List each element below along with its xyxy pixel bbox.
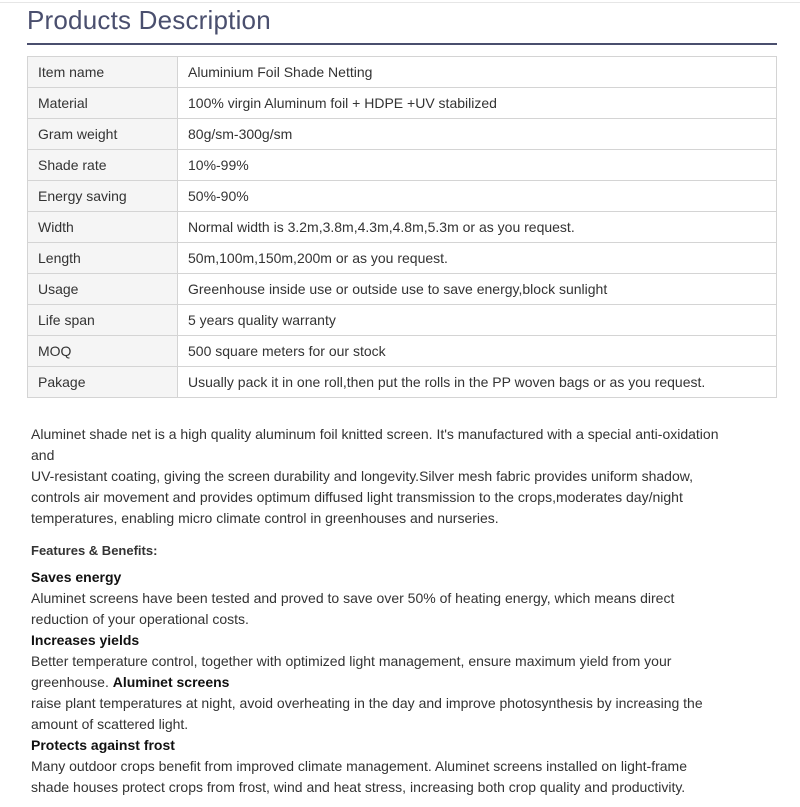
feature-text: raise plant temperatures at night, avoid overheating in the day and improve photosynthesis by increasing the xyxy=(31,695,703,711)
row-label: Length xyxy=(28,243,178,274)
table-row xyxy=(28,243,777,274)
row-label: Shade rate xyxy=(28,150,178,181)
table-row xyxy=(28,336,777,367)
features-heading: Features & Benefits: xyxy=(31,543,158,558)
page-title: Products Description xyxy=(27,5,271,35)
feature-text: Many outdoor crops benefit from improved climate management. Aluminet screens installed on light-frame xyxy=(31,758,687,774)
table-row xyxy=(28,181,777,212)
row-label: Gram weight xyxy=(28,119,178,150)
intro-paragraph xyxy=(31,424,781,529)
table-row xyxy=(28,119,777,150)
row-value: 80g/sm-300g/sm xyxy=(178,119,777,150)
row-value: Aluminium Foil Shade Netting xyxy=(178,57,777,88)
intro-line: temperatures, enabling micro climate control in greenhouses and nurseries. xyxy=(31,510,499,526)
row-value: Greenhouse inside use or outside use to save energy,block sunlight xyxy=(178,274,777,305)
row-label: Pakage xyxy=(28,367,178,398)
row-label: Material xyxy=(28,88,178,119)
feature-text: greenhouse. xyxy=(31,674,109,690)
table-row xyxy=(28,150,777,181)
intro-line: UV-resistant coating, giving the screen durability and longevity.Silver mesh fabric provides uniform shadow, xyxy=(31,468,693,484)
top-divider xyxy=(0,2,800,3)
feature-text: reduction of your operational costs. xyxy=(31,611,249,627)
spec-table xyxy=(27,56,777,398)
row-value: 50m,100m,150m,200m or as you request. xyxy=(178,243,777,274)
feature-title-protects-frost: Protects against frost xyxy=(31,737,175,753)
row-label: Life span xyxy=(28,305,178,336)
row-label: Energy saving xyxy=(28,181,178,212)
feature-text-line xyxy=(31,672,776,693)
feature-text: Aluminet screens have been tested and proved to save over 50% of heating energy, which means direct xyxy=(31,590,675,606)
feature-inline-bold: Aluminet screens xyxy=(112,674,230,690)
row-value: 500 square meters for our stock xyxy=(178,336,777,367)
table-row xyxy=(28,57,777,88)
features-section xyxy=(31,567,776,798)
intro-line: and xyxy=(31,447,55,463)
feature-text: Better temperature control, together with optimized light management, ensure maximum yield from your xyxy=(31,653,672,669)
feature-text: amount of scattered light. xyxy=(31,716,189,732)
table-row xyxy=(28,274,777,305)
feature-title-increases-yields: Increases yields xyxy=(31,632,140,648)
feature-text: shade houses protect crops from frost, wind and heat stress, increasing both crop quality and productivity. xyxy=(31,779,686,795)
row-value: 100% virgin Aluminum foil + HDPE +UV stabilized xyxy=(178,88,777,119)
feature-title-saves-energy: Saves energy xyxy=(31,569,122,585)
row-label: MOQ xyxy=(28,336,178,367)
table-row xyxy=(28,305,777,336)
row-value: 5 years quality warranty xyxy=(178,305,777,336)
row-value: Normal width is 3.2m,3.8m,4.3m,4.8m,5.3m or as you request. xyxy=(178,212,777,243)
row-value: Usually pack it in one roll,then put the rolls in the PP woven bags or as you request. xyxy=(178,367,777,398)
table-row xyxy=(28,212,777,243)
row-label: Width xyxy=(28,212,178,243)
row-value: 10%-99% xyxy=(178,150,777,181)
title-underline xyxy=(27,43,777,45)
table-row xyxy=(28,367,777,398)
table-row xyxy=(28,88,777,119)
intro-line: Aluminet shade net is a high quality aluminum foil knitted screen. It's manufactured with a special anti-oxidation xyxy=(31,426,719,442)
row-label: Usage xyxy=(28,274,178,305)
intro-line: controls air movement and provides optimum diffused light transmission to the crops,moderates day/night xyxy=(31,489,683,505)
row-value: 50%-90% xyxy=(178,181,777,212)
row-label: Item name xyxy=(28,57,178,88)
